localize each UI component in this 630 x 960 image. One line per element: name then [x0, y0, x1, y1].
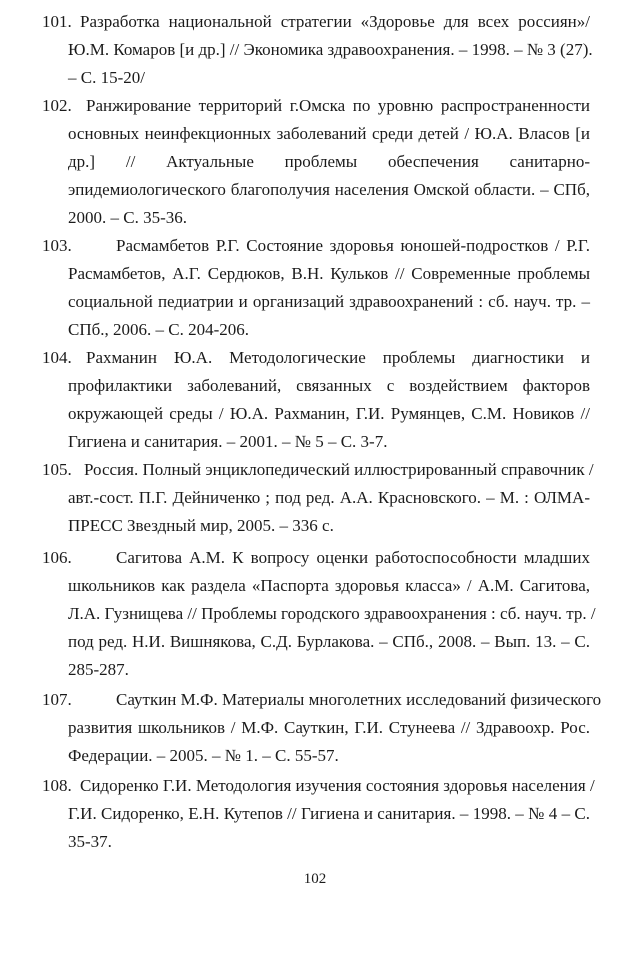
reference-line: Федерации. – 2005. – № 1. – С. 55-57.	[68, 746, 339, 765]
reference-line: под ред. Н.И. Вишнякова, С.Д. Бурлакова. – СПб., 2008. – Вып. 13. – С.	[68, 632, 590, 651]
reference-line: ПРЕСС Звездный мир, 2005. – 336 с.	[68, 516, 334, 535]
reference-line: социальной педиатрии и организаций здравоохранений : сб. науч. тр. –	[68, 292, 590, 311]
reference-entry	[42, 232, 590, 344]
reference-line: Расмамбетов, А.Г. Сердюков, В.Н. Кульков // Современные проблемы	[68, 264, 590, 283]
reference-line: Ю.М. Комаров [и др.] // Экономика здравоохранения. – 1998. – № 3 (27).	[68, 40, 593, 59]
reference-line: развития школьников / М.Ф. Сауткин, Г.И. Стунеева // Здравоохр. Рос.	[68, 718, 590, 737]
reference-number: 106.	[42, 548, 72, 567]
reference-entry	[42, 686, 602, 770]
reference-line: 2000. – С. 35-36.	[68, 208, 187, 227]
reference-line: эпидемиологического благополучия населения Омской области. – СПб,	[68, 180, 590, 199]
reference-number: 102.	[42, 96, 72, 115]
reference-line: – С. 15-20/	[68, 68, 145, 87]
reference-line: окружающей среды / Ю.А. Рахманин, Г.И. Румянцев, С.М. Новиков //	[68, 404, 590, 423]
reference-line: Расмамбетов Р.Г. Состояние здоровья юношей-подростков / Р.Г.	[116, 236, 590, 255]
reference-line: Г.И. Сидоренко, Е.Н. Кутепов // Гигиена и санитария. – 1998. – № 4 – С.	[68, 804, 590, 823]
reference-line: авт.-сост. П.Г. Дейниченко ; под ред. А.А. Красновского. – М. : ОЛМА-	[68, 488, 590, 507]
reference-entry	[42, 8, 593, 92]
reference-entry	[42, 92, 590, 232]
reference-line: профилактики заболеваний, связанных с воздействием факторов	[68, 376, 590, 395]
reference-line: 285-287.	[68, 660, 129, 679]
reference-line: Россия. Полный энциклопедический иллюстрированный справочник /	[84, 460, 594, 479]
reference-line: Л.А. Гузнищева // Проблемы городского здравоохранения : сб. науч. тр. /	[68, 604, 596, 623]
reference-number: 104.	[42, 348, 72, 367]
reference-number: 107.	[42, 690, 72, 709]
reference-line: др.] // Актуальные проблемы обеспечения санитарно-	[68, 152, 590, 171]
reference-line: Сагитова А.М. К вопросу оценки работоспособности младших	[116, 548, 590, 567]
reference-line: СПб., 2006. – С. 204-206.	[68, 320, 250, 339]
reference-line: Сауткин М.Ф. Материалы многолетних исследований физического	[116, 690, 602, 709]
reference-line: Ранжирование территорий г.Омска по уровню распространенности	[86, 96, 590, 115]
reference-entry	[42, 344, 590, 456]
reference-entry	[42, 544, 596, 684]
reference-line: Сидоренко Г.И. Методология изучения состояния здоровья населения /	[80, 776, 595, 795]
reference-entry	[42, 456, 594, 540]
reference-number: 103.	[42, 236, 72, 255]
reference-number: 101.	[42, 12, 72, 31]
page-number: 102	[303, 871, 327, 887]
reference-line: Разработка национальной стратегии «Здоровье для всех россиян»/	[80, 12, 590, 31]
reference-entry	[42, 772, 595, 856]
reference-number: 105.	[42, 460, 72, 479]
reference-line: 35-37.	[68, 832, 112, 851]
reference-line: Гигиена и санитария. – 2001. – № 5 – С. 3-7.	[68, 432, 388, 451]
reference-line: основных неинфекционных заболеваний среди детей / Ю.А. Власов [и	[68, 124, 590, 143]
reference-line: Рахманин Ю.А. Методологические проблемы диагностики и	[86, 348, 590, 367]
reference-line: школьников как раздела «Паспорта здоровья класса» / А.М. Сагитова,	[68, 576, 590, 595]
reference-number: 108.	[42, 776, 72, 795]
